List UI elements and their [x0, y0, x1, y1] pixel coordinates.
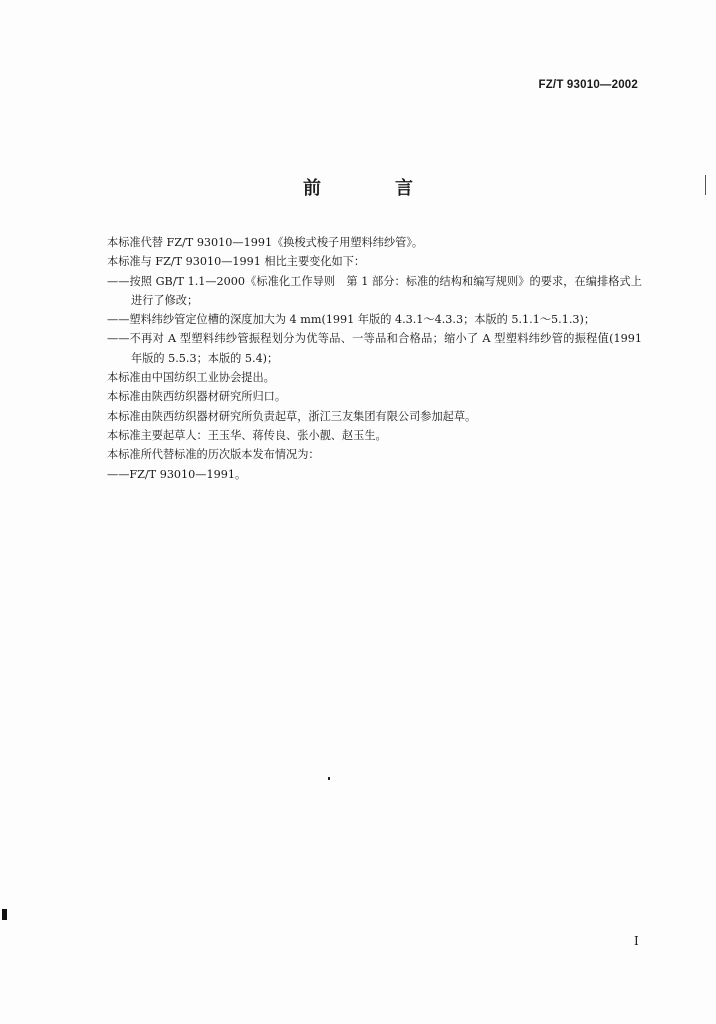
paragraph-change-groove: ——塑料纬纱管定位槽的深度加大为 4 mm(1991 年版的 4.3.1～4.3.3；本版的 5.1.1～5.1.3)； — [107, 313, 596, 327]
scan-margin-mark — [2, 909, 7, 920]
page-title: 前 言 — [303, 178, 441, 199]
page-number: I — [634, 934, 639, 948]
paragraph-changes-intro: 本标准与 FZ/T 93010—1991 相比主要变化如下： — [107, 255, 366, 269]
paragraph-change-grade: ——不再对 A 型塑料纬纱管振程划分为优等品、一等品和合格品；缩小了 A 型塑料纬纱管的振程值(1991 年版的 5.5.3；本版的 5.4)； — [107, 332, 642, 365]
paragraph-centralized-by: 本标准由陕西纺织器材研究所归口。 — [107, 390, 287, 404]
standard-code: FZ/T 93010—2002 — [538, 79, 638, 91]
paragraph-replaces: 本标准代替 FZ/T 93010—1991《换梭式梭子用塑料纬纱管》。 — [107, 236, 424, 249]
paragraph-change-format: ——按照 GB/T 1.1—2000《标准化工作导则 第 1 部分：标准的结构和编写规则》的要求，在编排格式上进行了修改； — [107, 274, 642, 307]
scan-speck — [328, 777, 330, 780]
foreword-body — [107, 233, 642, 484]
paragraph-history-item: ——FZ/T 93010—1991。 — [107, 467, 247, 481]
paragraph-history-intro: 本标准所代替标准的历次版本发布情况为： — [107, 448, 320, 462]
paragraph-drafters: 本标准主要起草人：王玉华、蒋传良、张小靓、赵玉生。 — [107, 428, 387, 442]
paragraph-proposed-by: 本标准由中国纺织工业协会提出。 — [107, 371, 275, 385]
paragraph-drafted-by: 本标准由陕西纺织器材研究所负责起草，浙江三友集团有限公司参加起草。 — [107, 409, 477, 423]
